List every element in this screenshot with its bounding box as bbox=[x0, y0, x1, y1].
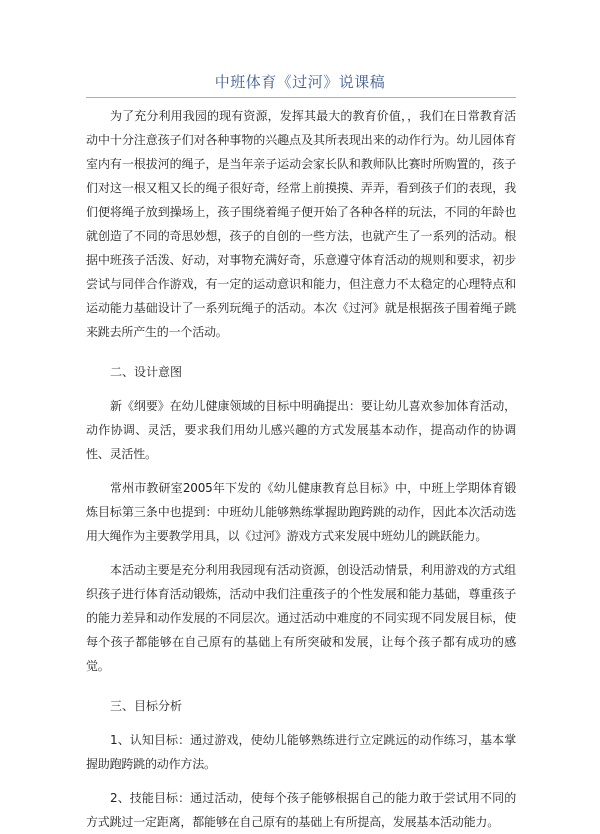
title-divider bbox=[86, 97, 516, 98]
section-heading-goal-analysis: 三、目标分析 bbox=[110, 699, 183, 713]
intro-paragraph: 为了充分利用我园的现有资源，发挥其最大的教育价值，，我们在日常教育活动中十分注意孩子们对各种事物的兴趣点及其所表现出来的动作行为。幼儿园体育室内有一根拔河的绳子，是当年亲子运动会家长队和教师队比赛时所购置的，孩子们对这一根又粗又长的绳子很好奇，经常上前摸摸、弄弄，看到孩子们的表现，我们便将绳子放到操场上，孩子围绕着绳子便开始了各种各样的玩法，不同的年龄也就创造了不同的奇思妙想，孩子的自创的一些方法，也就产生了一系列的活动。根据中班孩子活泼、好动，对事物充满好奇，乐意遵守体育活动的规则和要求，初步尝试与同伴合作游戏，有一定的运动意识和能力，但注意力不太稳定的心理特点和运动能力基础设计了一系列玩绳子的活动。本次《过河》就是根据孩子围着绳子跳来跳去所产生的一个活动。 bbox=[86, 109, 516, 339]
design-intent-paragraph-1: 新《纲要》在幼儿健康领域的目标中明确提出：要让幼儿喜欢参加体育活动，动作协调、灵活，要求我们用幼儿感兴趣的方式发展基本动作，提高动作的协调性、灵活性。 bbox=[86, 399, 516, 461]
goal-skill-paragraph: 2、技能目标：通过活动，使每个孩子能够根据自己的能力敢于尝试用不同的方式跳过一定距离，都能够在自己原有的基础上有所提高，发展基本活动能力。 bbox=[86, 791, 516, 829]
document-body bbox=[86, 104, 516, 834]
design-intent-paragraph-2: 常州市教研室2005年下发的《幼儿健康教育总目标》中，中班上学期体育锻炼目标第三条中也提到：中班幼儿能够熟练掌握助跑跨跳的动作，因此本次活动选用大绳作为主要教学用具，以《过河》游戏方式来发展中班幼儿的跳跃能力。 bbox=[86, 481, 516, 543]
document-title: 中班体育《过河》说课稿 bbox=[214, 73, 386, 91]
design-intent-paragraph-3: 本活动主要是充分利用我园现有活动资源，创设活动情景，利用游戏的方式组织孩子进行体育活动锻炼，活动中我们注重孩子的个性发展和能力基础，尊重孩子的能力差异和动作发展的不同层次。通过活动中难度的不同实现不同发展目标，使每个孩子都能够在自己原有的基础上有所突破和发展，让每个孩子都有成功的感觉。 bbox=[86, 563, 516, 673]
goal-cognitive-paragraph: 1、认知目标：通过游戏，使幼儿能够熟练进行立定跳远的动作练习，基本掌握助跑跨跳的动作方法。 bbox=[86, 733, 516, 771]
section-heading-design-intent: 二、设计意图 bbox=[110, 365, 183, 379]
